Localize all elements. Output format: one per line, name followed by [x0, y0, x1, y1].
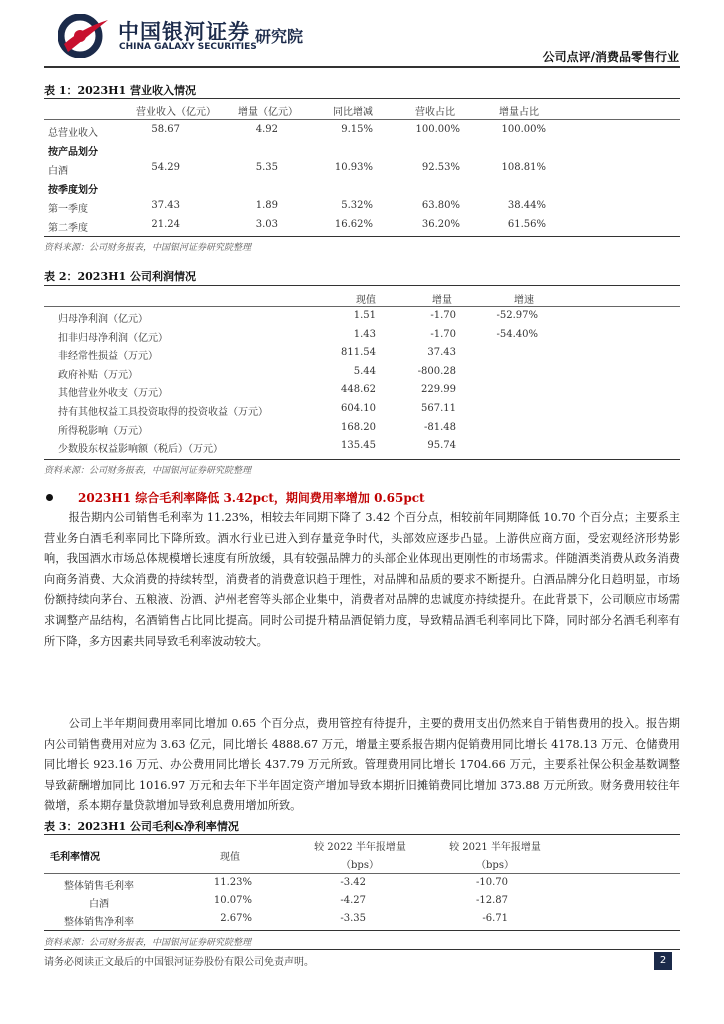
row-label: 非经常性损益（万元） — [58, 351, 158, 363]
table-cell: 63.80% — [421, 200, 460, 211]
table-cell: 1.51 — [353, 310, 376, 321]
row-label: 归母净利润（亿元） — [58, 314, 148, 325]
table-cell: 1.43 — [353, 328, 376, 340]
row-label: 白酒 — [48, 166, 68, 177]
table-cell: -800.28 — [417, 365, 456, 377]
table-cell: 5.35 — [255, 162, 278, 173]
table3-header-rule — [44, 873, 680, 874]
table-cell: 168.20 — [341, 421, 376, 433]
table-cell: 5.44 — [353, 365, 376, 377]
table1-top-rule — [44, 98, 680, 99]
table-cell: 2.67% — [220, 913, 252, 924]
table-cell: -1.70 — [430, 310, 456, 321]
table1-source: 资料来源：公司财务报表，中国银河证券研究院整理 — [44, 243, 252, 253]
table-cell: 604.10 — [341, 403, 376, 414]
bullet-icon — [46, 494, 53, 501]
table-cell: 100.00% — [501, 124, 546, 135]
section-row-label: 按产品划分 — [48, 147, 98, 158]
table-cell: 4.92 — [255, 124, 278, 135]
table-cell: 92.53% — [421, 162, 460, 173]
table-cell: 567.11 — [421, 403, 456, 414]
report-type: 公司点评/消费品零售行业 — [542, 50, 679, 64]
page-number: 2 — [654, 952, 672, 970]
table-cell: 54.29 — [151, 162, 180, 173]
table2-source: 资料来源：公司财务报表，中国银河证券研究院整理 — [44, 466, 252, 476]
row-label: 整体销售净利率 — [64, 917, 134, 928]
table2-header-cell: 增速 — [514, 295, 534, 306]
row-label: 政府补贴（万元） — [58, 369, 138, 381]
table2-top-rule — [44, 285, 680, 286]
table-cell: -3.35 — [340, 913, 366, 924]
table-cell: -4.27 — [340, 895, 366, 906]
disclaimer-text: 请务必阅读正文最后的中国银河证券股份有限公司免责声明。 — [44, 957, 314, 968]
table-cell: 36.20% — [421, 219, 460, 230]
company-logo-icon — [58, 14, 110, 58]
table-cell: 135.45 — [341, 440, 376, 452]
table-cell: 448.62 — [341, 384, 376, 396]
table2-header-cell: 增量 — [432, 295, 452, 306]
paragraph-expenses: 公司上半年期间费用率同比增加 0.65 个百分点，费用管控有待提升，主要的费用支出仍然来自于销售费用的投入。报告期内公司销售费用对应为 3.63 亿元，同比增长 4888.67 万元，增量主要系报告期内促销费用同比增长 4178.13 万元、仓储费用同比增长 923.16 万元、办公费用同比增长 437.79 万元所致。管理费用同比增长 1704.66 万元，主要系社保公积金基数调整导致薪酬增加同比 1016.97 万元和去年下半年固定资产增加导致本期折旧摊销费同比增加 373.88 万元所致。财务费用较往年微增，系本期存量贷款增加导致利息费用增加所致。 — [44, 717, 680, 813]
table-cell: -81.48 — [423, 421, 456, 433]
table3-header-cell: 现值 — [220, 852, 240, 863]
table3-unit-label: （bps） — [476, 860, 514, 871]
table-cell: 1.89 — [255, 200, 278, 211]
table-cell: 100.00% — [415, 124, 460, 135]
table-cell: -6.71 — [482, 913, 508, 924]
table-cell: 3.03 — [255, 219, 278, 230]
table2-header-cell: 现值 — [356, 295, 376, 306]
table-cell: 11.23% — [213, 877, 252, 888]
row-label: 第一季度 — [48, 204, 88, 215]
table3-header-cell: 较 2022 半年报增量 — [314, 842, 406, 853]
institute-label: 研究院 — [255, 27, 304, 46]
row-label: 扣非归母净利润（亿元） — [58, 332, 168, 344]
table1-header-cell: 增量占比 — [499, 107, 539, 118]
table1-header-cell: 营业收入（亿元） — [136, 107, 216, 118]
table-cell: 16.62% — [334, 219, 373, 230]
table-cell: 58.67 — [151, 124, 180, 135]
table-cell: -12.87 — [475, 895, 508, 906]
table-cell: -10.70 — [475, 877, 508, 888]
paragraph-gross-margin: 报告期内公司销售毛利率为 11.23%，相较去年同期下降了 3.42 个百分点，相较前年同期降低 10.70 个百分点；主要系主营业务白酒毛利率同比下降所致。酒水行业已进入到存量竞争时代，头部效应逐步凸显。上游供应商方面，受宏观经济形势影响，我国酒水市场总体规模增长速度有所放缓，具有较强品牌力的头部企业体现出更刚性的市场需求。伴随酒类消费从政务消费向商务消费、大众消费的持续转型，消费者的消费意识趋于理性，对品牌和品质的要求不断提升。白酒品牌分化日趋明显，市场份额持续向茅台、五粮液、汾酒、泸州老窖等头部企业集中，消费者对品牌的忠诚度亦持续提升。在此背景下，公司顺应市场需求调整产品结构，名酒销售占比同比提高。同时公司提升精品酒促销力度，导致精品酒毛利率同比下降，同时部分名酒毛利率有所下降，多方因素共同导致毛利率波动较大。 — [44, 511, 680, 648]
table-cell: 61.56% — [507, 219, 546, 230]
table1-header-rule — [44, 119, 680, 120]
table-cell: -54.40% — [496, 328, 538, 340]
table-cell: -52.97% — [496, 310, 538, 321]
table-cell: 9.15% — [341, 124, 373, 135]
section-heading: 2023H1 综合毛利率降低 3.42pct，期间费用率增加 0.65pct — [78, 491, 425, 505]
row-label: 整体销售毛利率 — [64, 881, 134, 892]
table-cell: 95.74 — [427, 440, 456, 452]
table-cell: 5.32% — [341, 200, 373, 211]
logo-chinese-name: 中国银河证券 — [118, 20, 250, 44]
table1-header-cell: 增量（亿元） — [238, 107, 298, 118]
table1-title: 表 1：2023H1 营业收入情况 — [44, 84, 196, 97]
row-label: 所得税影响（万元） — [58, 425, 148, 437]
table-cell: 811.54 — [341, 347, 376, 359]
section-row-label: 按季度划分 — [48, 185, 98, 196]
table3-bottom-rule — [44, 930, 680, 931]
table3-source: 资料来源：公司财务报表，中国银河证券研究院整理 — [44, 938, 252, 948]
table-cell: 10.93% — [334, 162, 373, 173]
footer-divider — [44, 949, 680, 950]
table-cell: 229.99 — [421, 384, 456, 396]
table-cell: 38.44% — [507, 200, 546, 211]
table-cell: 37.43 — [427, 347, 456, 359]
table-cell: -3.42 — [340, 877, 366, 888]
table-cell: 108.81% — [501, 162, 546, 173]
table1-header-cell: 同比增减 — [333, 107, 373, 118]
table3-top-rule — [44, 834, 680, 835]
row-label: 总营业收入 — [48, 128, 98, 139]
row-label: 其他营业外收支（万元） — [58, 388, 168, 400]
header-divider — [44, 66, 680, 68]
table3-header-cell: 较 2021 半年报增量 — [449, 842, 541, 853]
row-label: 持有其他权益工具投资取得的投资收益（万元） — [58, 407, 268, 418]
table-cell: 37.43 — [151, 200, 180, 211]
table-cell: 10.07% — [213, 895, 252, 906]
row-label: 白酒 — [89, 899, 109, 910]
row-label: 少数股东权益影响额（税后）（万元） — [58, 444, 223, 456]
table1-bottom-rule — [44, 236, 680, 237]
table2-title: 表 2：2023H1 公司利润情况 — [44, 270, 196, 283]
table3-unit-label: （bps） — [341, 860, 379, 871]
table-cell: 21.24 — [151, 219, 180, 230]
table-cell: -1.70 — [430, 328, 456, 340]
table3-header-cell: 毛利率情况 — [50, 852, 100, 863]
table2-header-rule — [44, 306, 680, 307]
row-label: 第二季度 — [48, 223, 88, 234]
table1-header-cell: 营收占比 — [415, 107, 455, 118]
table2-bottom-rule — [44, 459, 680, 460]
table3-title: 表 3：2023H1 公司毛利&净利率情况 — [44, 820, 239, 833]
logo-english-name: CHINA GALAXY SECURITIES — [119, 42, 257, 52]
